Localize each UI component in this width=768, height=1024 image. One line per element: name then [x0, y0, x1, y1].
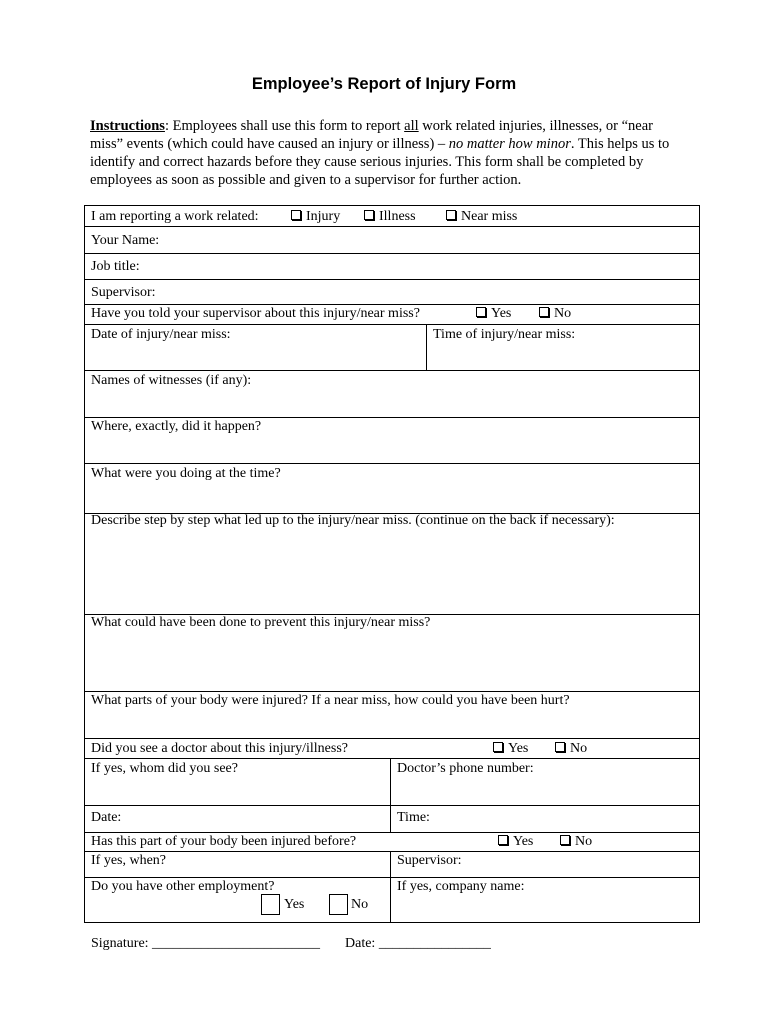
visit-date-field[interactable]: Date: [91, 810, 122, 825]
checkbox-square-icon[interactable] [498, 835, 508, 845]
whom-field[interactable]: If yes, whom did you see? [91, 761, 238, 776]
other-employment-question: Do you have other employment? [91, 879, 275, 894]
reporting-label: I am reporting a work related: [91, 209, 259, 224]
time-of-injury-field[interactable]: Time of injury/near miss: [433, 327, 576, 342]
injured-before-no[interactable]: No [560, 833, 592, 850]
row-divider [85, 226, 699, 227]
date-of-injury-field[interactable]: Date of injury/near miss: [91, 327, 231, 342]
if-yes-when-field[interactable]: If yes, when? [91, 853, 167, 868]
row-divider [85, 370, 699, 371]
doctor-phone-field[interactable]: Doctor’s phone number: [397, 761, 534, 776]
checkbox-square-icon[interactable] [291, 210, 301, 220]
where-field[interactable]: Where, exactly, did it happen? [91, 419, 262, 434]
row-divider [85, 738, 699, 739]
checkbox-square-icon[interactable] [446, 210, 456, 220]
doctor-yes[interactable]: Yes [493, 740, 528, 757]
row-divider [85, 851, 699, 852]
column-divider [426, 324, 427, 370]
injured-before-yes[interactable]: Yes [498, 833, 533, 850]
checkbox-square-icon[interactable] [476, 307, 486, 317]
other-employment-no-label: No [351, 897, 369, 912]
row-divider [85, 253, 699, 254]
all-emphasis: all [404, 118, 419, 134]
told-supervisor-question: Have you told your supervisor about this injury/near miss? [91, 306, 420, 321]
instructions-paragraph: Instructions: Employees shall use this form to report all work related injuries, illnesses, or “near miss” events (which could have caused an injury or illness) – no matter how minor. This helps us to identify and correct hazards before they cause serious injuries. This form shall be completed by employees as soon as possible and given to a supervisor for further action. [90, 118, 670, 188]
checkbox-square-icon[interactable] [493, 742, 503, 752]
told-supervisor-yes[interactable]: Yes [476, 305, 511, 322]
form-title: Employee’s Report of Injury Form [251, 75, 517, 93]
row-divider [85, 758, 699, 759]
body-parts-field[interactable]: What parts of your body were injured? If a near miss, how could you have been hurt? [91, 693, 570, 708]
row-divider [85, 463, 699, 464]
company-name-field[interactable]: If yes, company name: [397, 879, 525, 894]
told-supervisor-no[interactable]: No [539, 305, 571, 322]
signature-date-line[interactable]: Date: ________________ [345, 936, 491, 951]
checkbox-near-miss[interactable]: Near miss [446, 208, 517, 225]
prevent-field[interactable]: What could have been done to prevent this injury/near miss? [91, 615, 431, 630]
your-name-field[interactable]: Your Name: [91, 233, 160, 248]
signature-line[interactable]: Signature: ________________________ [91, 936, 321, 951]
row-divider [85, 805, 699, 806]
column-divider [390, 851, 391, 923]
no-matter-emphasis: no matter how minor [448, 136, 571, 152]
checkbox-illness[interactable]: Illness [364, 208, 416, 225]
visit-time-field[interactable]: Time: [397, 810, 430, 825]
doctor-no[interactable]: No [555, 740, 587, 757]
other-employment-yes-label: Yes [284, 897, 305, 912]
row-divider [85, 324, 699, 325]
checkbox-square-icon[interactable] [539, 307, 549, 317]
row-divider [85, 279, 699, 280]
witnesses-field[interactable]: Names of witnesses (if any): [91, 373, 252, 388]
job-title-field[interactable]: Job title: [91, 259, 140, 274]
supervisor-second-field[interactable]: Supervisor: [397, 853, 462, 868]
supervisor-field[interactable]: Supervisor: [91, 285, 156, 300]
instructions-lead: Instructions [90, 118, 165, 134]
doctor-question: Did you see a doctor about this injury/illness? [91, 741, 349, 756]
checkbox-square-icon[interactable] [364, 210, 374, 220]
other-employment-yes-checkbox[interactable] [261, 894, 280, 915]
other-employment-no-checkbox[interactable] [329, 894, 348, 915]
checkbox-square-icon[interactable] [555, 742, 565, 752]
column-divider [390, 758, 391, 832]
checkbox-injury[interactable]: Injury [291, 208, 340, 225]
checkbox-square-icon[interactable] [560, 835, 570, 845]
injured-before-question: Has this part of your body been injured before? [91, 834, 357, 849]
describe-field[interactable]: Describe step by step what led up to the injury/near miss. (continue on the back if necessary): [91, 513, 615, 528]
injury-form-table [84, 205, 700, 923]
doing-field[interactable]: What were you doing at the time? [91, 466, 281, 481]
